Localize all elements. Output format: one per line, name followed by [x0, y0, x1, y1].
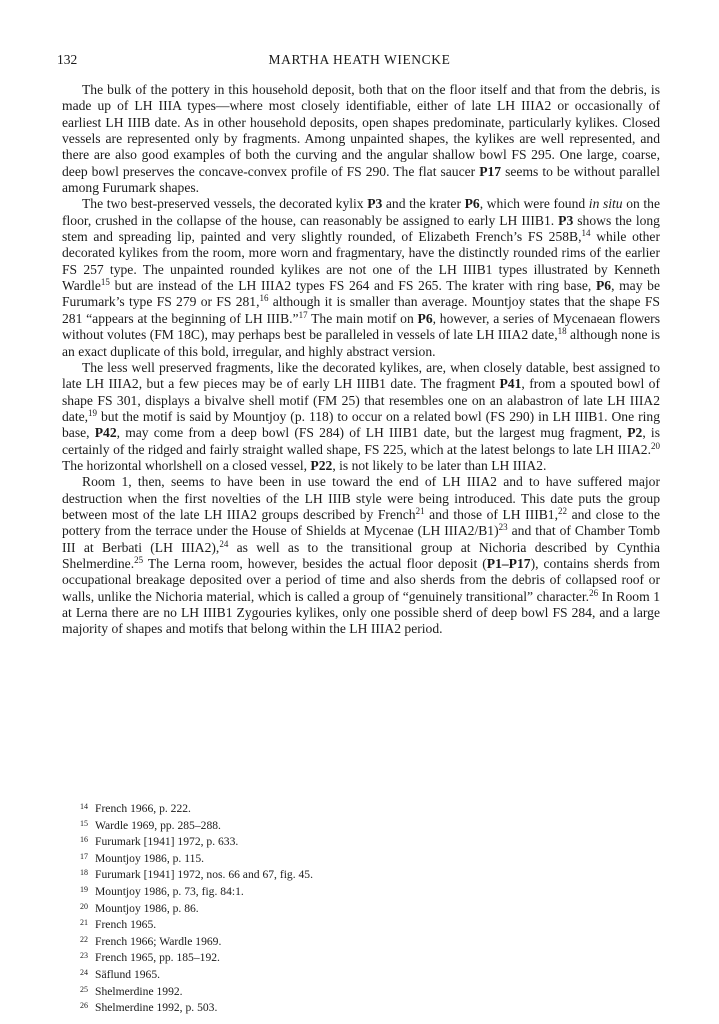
pottery-catalog-ref: P42: [94, 425, 117, 441]
text-run: and that of Chamber Tomb III at Berbati (LH IIIA2),: [62, 523, 660, 555]
footnote-number: 21: [80, 918, 88, 928]
footnotes: [80, 800, 480, 1016]
footnote-text: Mountjoy 1986, p. 115.: [95, 851, 205, 865]
footnote-number: 24: [80, 967, 88, 977]
text-run: Room 1, then, seems to have been in use toward the end of LH IIIA2 and to have suffered major destruction when the first novelties of the LH IIIB style were being introduced. This date puts the group between most of the late LH IIIA2 groups described by French: [62, 474, 660, 522]
paragraph: [62, 82, 660, 196]
footnote: [80, 817, 480, 834]
pottery-catalog-ref: P1–P17: [486, 555, 531, 571]
text-run: , which were found: [479, 196, 589, 212]
footnote-number: 20: [80, 901, 88, 911]
text-run: on the floor, crushed in the collapse of the house, can reasonably be assigned to early LH IIIB1.: [62, 196, 660, 228]
footnote-marker: 17: [298, 309, 308, 320]
footnote-marker: 22: [558, 505, 568, 516]
footnote-text: French 1965.: [95, 918, 157, 932]
text-run: and close to the pottery from the terrace under the House of Shields at Mycenae (LH IIIA2/B1): [62, 506, 660, 539]
running-title: MARTHA HEATH WIENCKE: [268, 52, 451, 67]
footnote-marker: 23: [498, 522, 508, 533]
text-run: but the motif is said by Mountjoy (p. 118) to occur on a related bowl (FS 290) in LH IIIB1. One ring base,: [62, 408, 660, 441]
footnote-number: 18: [80, 868, 88, 878]
pottery-catalog-ref: P6: [417, 310, 433, 326]
footnote-marker: 25: [134, 554, 144, 565]
footnote-text: Mountjoy 1986, p. 86.: [95, 901, 199, 915]
footnote: [80, 800, 480, 817]
text-run: The less well preserved fragments, like the decorated kylikes, are, when closely datable, best assigned to late LH IIIA2, but a few pieces may be of early LH IIIB1 date. The fragment: [62, 359, 660, 392]
page-header: [57, 52, 662, 70]
text-run: but are instead of the LH IIIA2 types FS 264 and FS 265. The krater with ring base,: [109, 278, 596, 294]
paragraph: [62, 360, 660, 474]
footnote-marker: 21: [415, 505, 425, 516]
footnote-number: 15: [80, 818, 88, 828]
footnote: [80, 866, 480, 883]
footnote-number: 26: [80, 1001, 88, 1011]
text-run: , may be Furumark’s type FS 279 or FS 281,: [62, 278, 660, 310]
text-run: although it is smaller than average. Mountjoy states that the shape FS 281 “appears at the beginning of LH IIIB.”: [62, 294, 660, 326]
text-run: The horizontal whorlshell on a closed vessel,: [62, 457, 311, 473]
footnote: [80, 999, 480, 1016]
text-run: , however, a series of Mycenaean flowers without volutes (FM 18C), may perhaps best be paralleled in vessels of late LH IIIA2 date,: [62, 310, 660, 343]
text-run: as well as to the transitional group at Nichoria described by Cynthia Shelmerdine.: [62, 539, 660, 571]
text-run: while other decorated kylikes from the room, more worn and fragmentary, have the distinctly rounded rims of the earlier FS 257 type. The unpainted rounded kylikes are not one of the LH IIIB1 types illustrated by Kenneth Wardle: [62, 229, 660, 294]
pottery-catalog-ref: P17: [479, 163, 502, 179]
pottery-catalog-ref: P3: [367, 196, 383, 212]
footnote-marker: 20: [651, 440, 660, 451]
text-run: , may come from a deep bowl (FS 284) of LH IIIB1 date, but the largest mug fragment,: [116, 425, 628, 441]
footnote-text: French 1965, pp. 185–192.: [95, 951, 220, 965]
footnote: [80, 900, 480, 917]
footnote: [80, 966, 480, 983]
footnote-text: Furumark [1941] 1972, p. 633.: [95, 835, 239, 849]
text-run: and the krater: [382, 196, 465, 212]
pottery-catalog-ref: P41: [499, 376, 522, 392]
pottery-catalog-ref: P6: [595, 278, 612, 294]
text-run: The two best-preserved vessels, the decorated kylix: [82, 196, 368, 212]
footnote-number: 16: [80, 835, 88, 845]
footnote-number: 22: [80, 934, 88, 944]
footnote-text: Wardle 1969, pp. 285–288.: [95, 818, 221, 832]
footnote-marker: 15: [100, 277, 110, 288]
page-number: 132: [57, 52, 78, 67]
footnote: [80, 983, 480, 1000]
footnote-number: 25: [80, 984, 88, 994]
footnote: [80, 833, 480, 850]
text-run: seems to be without parallel among Furumark shapes.: [62, 163, 660, 196]
footnote-number: 23: [80, 951, 88, 961]
footnote-text: Säflund 1965.: [95, 967, 161, 981]
text-run: and those of LH IIIB1,: [424, 506, 559, 522]
paragraph: [62, 196, 660, 359]
footnote-marker: 24: [219, 538, 229, 549]
text-run: , is certainly of the ridged and fairly straight walled shape, FS 225, which at the latest belongs to late LH IIIA2.: [62, 425, 660, 457]
italic-term: in situ: [588, 196, 623, 212]
text-run: , is not likely to be later than LH IIIA2.: [332, 457, 547, 473]
footnote: [80, 933, 480, 950]
footnote-number: 19: [80, 884, 88, 894]
footnote-marker: 26: [589, 587, 599, 598]
footnote: [80, 916, 480, 933]
pottery-catalog-ref: P22: [310, 457, 333, 473]
footnote-text: French 1966, p. 222.: [95, 802, 191, 815]
text-run: The Lerna room, however, besides the actual floor deposit (: [143, 555, 487, 571]
text-run: , from a spouted bowl of shape FS 301, displays a bivalve shell motif (FM 25) that resembles one on an alabastron of late LH IIIA2 date,: [62, 376, 660, 424]
footnote-text: Mountjoy 1986, p. 73, fig. 84:1.: [95, 884, 244, 898]
text-run: The main motif on: [307, 310, 418, 326]
footnote-text: French 1966; Wardle 1969.: [95, 934, 222, 948]
pottery-catalog-ref: P2: [627, 425, 643, 441]
text-run: The bulk of the pottery in this household deposit, both that on the floor itself and that from the debris, is made up of LH IIIA types—where most closely identifiable, either of late LH IIIA2 or occasionally of earliest LH IIIB date. As in other household deposits, open shapes predominate, particularly kylikes. Closed vessels are represented only by fragments. Among unpainted shapes, the kylikes are well represented, and there are also good examples of both the curving and the angular shallow bowl FS 295. One large, coarse, deep bowl preserves the concave-convex profile of FS 290. The flat saucer: [62, 82, 660, 179]
body-text: [62, 82, 660, 638]
footnote: [80, 883, 480, 900]
footnote-text: Shelmerdine 1992, p. 503.: [95, 1001, 218, 1015]
footnote-marker: 19: [88, 407, 98, 418]
text-run: although none is an exact duplicate of this bold, irregular, and highly abstract version.: [62, 327, 661, 359]
pottery-catalog-ref: P6: [464, 196, 480, 212]
pottery-catalog-ref: P3: [558, 212, 574, 228]
footnote-text: Shelmerdine 1992.: [95, 984, 183, 998]
footnote-number: 17: [80, 851, 88, 861]
footnote-marker: 18: [557, 326, 567, 337]
text-run: In Room 1 at Lerna there are no LH IIIB1 Zygouries kylikes, only one possible sherd of deep bowl FS 284, and a large majority of shapes and motifs that belong within the LH IIIA2 period.: [62, 588, 660, 637]
footnote-number: 14: [80, 802, 88, 811]
footnote-marker: 14: [581, 228, 591, 239]
footnote: [80, 949, 480, 966]
paragraph: [62, 474, 660, 637]
footnote-text: Furumark [1941] 1972, nos. 66 and 67, fig. 45.: [95, 868, 314, 882]
footnote: [80, 850, 480, 867]
text-run: shows the long stem and spreading lip, painted and very slightly rounded, of Elizabeth French’s FS 258B,: [62, 212, 660, 245]
footnote-marker: 16: [259, 293, 269, 304]
text-run: ), contains sherds from occupational breakage deposited over a period of time and also sherds from the debris of collapsed roof or walls, unlike the Nichoria material, which is called a group of “genuinely transitional” character.: [62, 555, 660, 604]
